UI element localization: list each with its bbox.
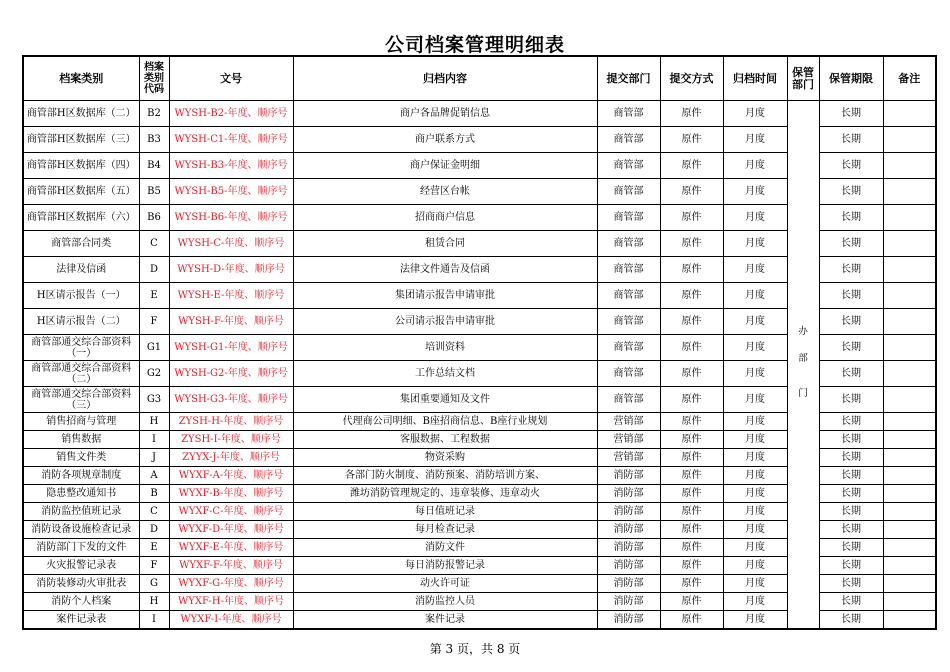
cell-dept: 营销部 xyxy=(597,449,660,467)
cell-dept: 消防部 xyxy=(597,575,660,593)
cell-time: 月度 xyxy=(723,153,787,179)
cell-period: 长期 xyxy=(819,283,883,309)
cell-doc-no: WYSH-G1-年度、顺序号 xyxy=(169,335,293,361)
cell-dept: 商管部 xyxy=(597,153,660,179)
cell-note xyxy=(883,283,936,309)
cell-doc-no: WYXF-C-年度、顺序号 xyxy=(169,503,293,521)
cell-period: 长期 xyxy=(819,361,883,387)
cell-dept: 消防部 xyxy=(597,593,660,611)
cell-time: 月度 xyxy=(723,335,787,361)
cell-note xyxy=(883,575,936,593)
cell-method: 原件 xyxy=(660,611,723,630)
cell-category: 商管部合同类 xyxy=(23,231,139,257)
cell-content: 公司请示报告申请审批 xyxy=(293,309,597,335)
cell-time: 月度 xyxy=(723,361,787,387)
header-period: 保管期限 xyxy=(819,56,883,101)
cell-doc-no: WYSH-E-年度、顺序号 xyxy=(169,283,293,309)
cell-category: 法律及信函 xyxy=(23,257,139,283)
cell-doc-no: WYSH-C-年度、顺序号 xyxy=(169,231,293,257)
cell-method: 原件 xyxy=(660,153,723,179)
cell-period: 长期 xyxy=(819,431,883,449)
cell-category: 消防部门下发的文件 xyxy=(23,539,139,557)
cell-category: 火灾报警记录表 xyxy=(23,557,139,575)
header-doc-no: 文号 xyxy=(169,56,293,101)
cell-content: 每月检查记录 xyxy=(293,521,597,539)
page-title: 公司档案管理明细表 xyxy=(384,34,565,56)
cell-method: 原件 xyxy=(660,539,723,557)
cell-code: B5 xyxy=(139,179,169,205)
cell-doc-no: WYXF-F-年度、顺序号 xyxy=(169,557,293,575)
cell-note xyxy=(883,539,936,557)
cell-dept: 商管部 xyxy=(597,257,660,283)
cell-method: 原件 xyxy=(660,449,723,467)
cell-code: G1 xyxy=(139,335,169,361)
cell-content: 商户各品牌促销信息 xyxy=(293,101,597,127)
cell-time: 月度 xyxy=(723,557,787,575)
cell-method: 原件 xyxy=(660,575,723,593)
cell-time: 月度 xyxy=(723,257,787,283)
cell-time: 月度 xyxy=(723,231,787,257)
cell-time: 月度 xyxy=(723,127,787,153)
cell-method: 原件 xyxy=(660,335,723,361)
cell-category: 消防设备设施检查记录 xyxy=(23,521,139,539)
custody-char: 部 xyxy=(798,352,808,364)
cell-method: 原件 xyxy=(660,309,723,335)
cell-method: 原件 xyxy=(660,413,723,431)
cell-category: 商管部通交综合部资料（二） xyxy=(23,361,139,387)
cell-category: H区请示报告（一） xyxy=(23,283,139,309)
page-footer: 第 3 页，共 8 页 xyxy=(429,642,521,656)
header-time: 归档时间 xyxy=(723,56,787,101)
cell-period: 长期 xyxy=(819,557,883,575)
cell-doc-no: WYSH-B2-年度、顺序号 xyxy=(169,101,293,127)
cell-period: 长期 xyxy=(819,485,883,503)
cell-time: 月度 xyxy=(723,101,787,127)
cell-note xyxy=(883,593,936,611)
cell-content: 工作总结文档 xyxy=(293,361,597,387)
cell-dept: 消防部 xyxy=(597,557,660,575)
cell-note xyxy=(883,485,936,503)
cell-method: 原件 xyxy=(660,485,723,503)
cell-content: 案件记录 xyxy=(293,611,597,630)
cell-category: 案件记录表 xyxy=(23,611,139,630)
cell-note xyxy=(883,503,936,521)
cell-period: 长期 xyxy=(819,539,883,557)
cell-dept: 商管部 xyxy=(597,387,660,413)
cell-code: E xyxy=(139,539,169,557)
cell-code: J xyxy=(139,449,169,467)
cell-note xyxy=(883,101,936,127)
cell-code: F xyxy=(139,557,169,575)
cell-category: 商管部H区数据库（五） xyxy=(23,179,139,205)
cell-method: 原件 xyxy=(660,387,723,413)
cell-content: 动火许可证 xyxy=(293,575,597,593)
cell-category: H区请示报告（二） xyxy=(23,309,139,335)
cell-content: 培训资料 xyxy=(293,335,597,361)
cell-category: 商管部通交综合部资料（三） xyxy=(23,387,139,413)
cell-dept: 商管部 xyxy=(597,309,660,335)
cell-time: 月度 xyxy=(723,387,787,413)
cell-content: 经营区台帐 xyxy=(293,179,597,205)
cell-doc-no: ZYSH-I-年度、顺序号 xyxy=(169,431,293,449)
cell-note xyxy=(883,611,936,630)
cell-period: 长期 xyxy=(819,449,883,467)
cell-doc-no: WYXF-E-年度、顺序号 xyxy=(169,539,293,557)
cell-content: 客服数据、工程数据 xyxy=(293,431,597,449)
cell-doc-no: WYSH-B6-年度、顺序号 xyxy=(169,205,293,231)
cell-method: 原件 xyxy=(660,231,723,257)
cell-note xyxy=(883,449,936,467)
cell-content: 潍坊消防管理规定的、违章装修、违章动火 xyxy=(293,485,597,503)
header-dept: 提交部门 xyxy=(597,56,660,101)
cell-doc-no: WYSH-G2-年度、顺序号 xyxy=(169,361,293,387)
cell-category: 消防装修动火审批表 xyxy=(23,575,139,593)
cell-period: 长期 xyxy=(819,413,883,431)
cell-period: 长期 xyxy=(819,257,883,283)
custody-char: 办 xyxy=(798,325,808,337)
cell-category: 消防监控值班记录 xyxy=(23,503,139,521)
cell-period: 长期 xyxy=(819,387,883,413)
cell-code: G xyxy=(139,575,169,593)
cell-note xyxy=(883,361,936,387)
cell-dept: 消防部 xyxy=(597,485,660,503)
cell-code: D xyxy=(139,257,169,283)
cell-doc-no: ZYYX-J-年度、顺序号 xyxy=(169,449,293,467)
cell-content: 各部门防火制度、消防预案、消防培训方案、 xyxy=(293,467,597,485)
cell-content: 商户联系方式 xyxy=(293,127,597,153)
cell-method: 原件 xyxy=(660,593,723,611)
cell-dept: 消防部 xyxy=(597,467,660,485)
cell-period: 长期 xyxy=(819,575,883,593)
cell-code: I xyxy=(139,431,169,449)
cell-note xyxy=(883,335,936,361)
cell-dept: 商管部 xyxy=(597,101,660,127)
cell-code: B2 xyxy=(139,101,169,127)
cell-time: 月度 xyxy=(723,593,787,611)
custody-char: 门 xyxy=(798,387,808,399)
cell-time: 月度 xyxy=(723,521,787,539)
cell-code: I xyxy=(139,611,169,630)
cell-dept: 商管部 xyxy=(597,179,660,205)
header-note: 备注 xyxy=(883,56,936,101)
cell-time: 月度 xyxy=(723,575,787,593)
cell-code: C xyxy=(139,503,169,521)
archive-table xyxy=(22,55,937,630)
cell-method: 原件 xyxy=(660,283,723,309)
cell-method: 原件 xyxy=(660,179,723,205)
header-row xyxy=(23,56,936,101)
cell-content: 招商商户信息 xyxy=(293,205,597,231)
cell-code: C xyxy=(139,231,169,257)
cell-category: 商管部H区数据库（六） xyxy=(23,205,139,231)
cell-time: 月度 xyxy=(723,431,787,449)
cell-doc-no: WYXF-G-年度、顺序号 xyxy=(169,575,293,593)
cell-time: 月度 xyxy=(723,449,787,467)
cell-category: 销售文件类 xyxy=(23,449,139,467)
cell-code: E xyxy=(139,283,169,309)
cell-code: B3 xyxy=(139,127,169,153)
cell-note xyxy=(883,387,936,413)
cell-note xyxy=(883,521,936,539)
cell-method: 原件 xyxy=(660,101,723,127)
cell-note xyxy=(883,179,936,205)
cell-note xyxy=(883,153,936,179)
cell-dept: 商管部 xyxy=(597,127,660,153)
cell-doc-no: WYXF-A-年度、顺序号 xyxy=(169,467,293,485)
cell-code: G2 xyxy=(139,361,169,387)
cell-doc-no: WYSH-F-年度、顺序号 xyxy=(169,309,293,335)
cell-content: 集团重要通知及文件 xyxy=(293,387,597,413)
header-code: 档案类别代码 xyxy=(139,56,169,101)
cell-doc-no: WYSH-C1-年度、顺序号 xyxy=(169,127,293,153)
cell-doc-no: WYSH-G3-年度、顺序号 xyxy=(169,387,293,413)
cell-dept: 消防部 xyxy=(597,611,660,630)
cell-dept: 商管部 xyxy=(597,283,660,309)
cell-dept: 营销部 xyxy=(597,431,660,449)
cell-code: F xyxy=(139,309,169,335)
cell-category: 隐患整改通知书 xyxy=(23,485,139,503)
cell-dept: 商管部 xyxy=(597,231,660,257)
cell-dept: 消防部 xyxy=(597,521,660,539)
cell-time: 月度 xyxy=(723,611,787,630)
cell-dept: 消防部 xyxy=(597,539,660,557)
cell-time: 月度 xyxy=(723,485,787,503)
cell-period: 长期 xyxy=(819,521,883,539)
cell-note xyxy=(883,557,936,575)
cell-method: 原件 xyxy=(660,431,723,449)
cell-doc-no: WYSH-B3-年度、顺序号 xyxy=(169,153,293,179)
cell-code: G3 xyxy=(139,387,169,413)
cell-dept: 商管部 xyxy=(597,335,660,361)
cell-content: 每日消防报警记录 xyxy=(293,557,597,575)
cell-content: 每日值班记录 xyxy=(293,503,597,521)
cell-note xyxy=(883,467,936,485)
cell-time: 月度 xyxy=(723,413,787,431)
cell-content: 物资采购 xyxy=(293,449,597,467)
cell-time: 月度 xyxy=(723,179,787,205)
cell-method: 原件 xyxy=(660,361,723,387)
cell-time: 月度 xyxy=(723,205,787,231)
cell-code: B6 xyxy=(139,205,169,231)
cell-category: 商管部H区数据库（四） xyxy=(23,153,139,179)
cell-dept: 商管部 xyxy=(597,205,660,231)
cell-category: 商管部H区数据库（二） xyxy=(23,101,139,127)
header-method: 提交方式 xyxy=(660,56,723,101)
cell-category: 商管部通交综合部资料（一） xyxy=(23,335,139,361)
header-custody: 保管部门 xyxy=(787,56,819,101)
cell-note xyxy=(883,413,936,431)
cell-period: 长期 xyxy=(819,335,883,361)
header-content: 归档内容 xyxy=(293,56,597,101)
cell-dept: 消防部 xyxy=(597,503,660,521)
cell-category: 消防个人档案 xyxy=(23,593,139,611)
cell-period: 长期 xyxy=(819,503,883,521)
cell-period: 长期 xyxy=(819,231,883,257)
cell-period: 长期 xyxy=(819,153,883,179)
cell-note xyxy=(883,231,936,257)
cell-time: 月度 xyxy=(723,539,787,557)
cell-period: 长期 xyxy=(819,593,883,611)
cell-content: 消防文件 xyxy=(293,539,597,557)
cell-time: 月度 xyxy=(723,283,787,309)
cell-code: A xyxy=(139,467,169,485)
cell-category: 销售数据 xyxy=(23,431,139,449)
cell-period: 长期 xyxy=(819,127,883,153)
cell-category: 商管部H区数据库（三） xyxy=(23,127,139,153)
cell-period: 长期 xyxy=(819,309,883,335)
cell-note xyxy=(883,127,936,153)
cell-note xyxy=(883,431,936,449)
cell-code: D xyxy=(139,521,169,539)
cell-time: 月度 xyxy=(723,309,787,335)
cell-method: 原件 xyxy=(660,467,723,485)
cell-content: 商户保证金明细 xyxy=(293,153,597,179)
cell-method: 原件 xyxy=(660,503,723,521)
cell-dept: 商管部 xyxy=(597,361,660,387)
cell-period: 长期 xyxy=(819,611,883,630)
cell-period: 长期 xyxy=(819,205,883,231)
cell-doc-no: WYXF-D-年度、顺序号 xyxy=(169,521,293,539)
cell-dept: 营销部 xyxy=(597,413,660,431)
table-row xyxy=(23,101,936,127)
cell-period: 长期 xyxy=(819,101,883,127)
cell-category: 销售招商与管理 xyxy=(23,413,139,431)
cell-doc-no: WYSH-B5-年度、顺序号 xyxy=(169,179,293,205)
cell-custody-merged xyxy=(787,101,819,630)
cell-note xyxy=(883,205,936,231)
cell-method: 原件 xyxy=(660,557,723,575)
cell-doc-no: WYXF-H-年度、顺序号 xyxy=(169,593,293,611)
cell-period: 长期 xyxy=(819,179,883,205)
cell-period: 长期 xyxy=(819,467,883,485)
cell-time: 月度 xyxy=(723,503,787,521)
header-category: 档案类别 xyxy=(23,56,139,101)
cell-method: 原件 xyxy=(660,521,723,539)
cell-doc-no: WYXF-B-年度、顺序号 xyxy=(169,485,293,503)
cell-content: 集团请示报告申请审批 xyxy=(293,283,597,309)
cell-code: H xyxy=(139,413,169,431)
cell-code: B4 xyxy=(139,153,169,179)
cell-content: 消防监控人员 xyxy=(293,593,597,611)
cell-content: 代理商公司明细、B座招商信息、B座行业规划 xyxy=(293,413,597,431)
cell-code: H xyxy=(139,593,169,611)
cell-doc-no: WYXF-I-年度、顺序号 xyxy=(169,611,293,630)
cell-category: 消防各项规章制度 xyxy=(23,467,139,485)
cell-doc-no: ZYSH-H-年度、顺序号 xyxy=(169,413,293,431)
cell-method: 原件 xyxy=(660,205,723,231)
cell-note xyxy=(883,257,936,283)
cell-method: 原件 xyxy=(660,127,723,153)
cell-content: 租赁合同 xyxy=(293,231,597,257)
cell-note xyxy=(883,309,936,335)
cell-content: 法律文件通告及信函 xyxy=(293,257,597,283)
cell-doc-no: WYSH-D-年度、顺序号 xyxy=(169,257,293,283)
cell-method: 原件 xyxy=(660,257,723,283)
cell-time: 月度 xyxy=(723,467,787,485)
cell-code: B xyxy=(139,485,169,503)
